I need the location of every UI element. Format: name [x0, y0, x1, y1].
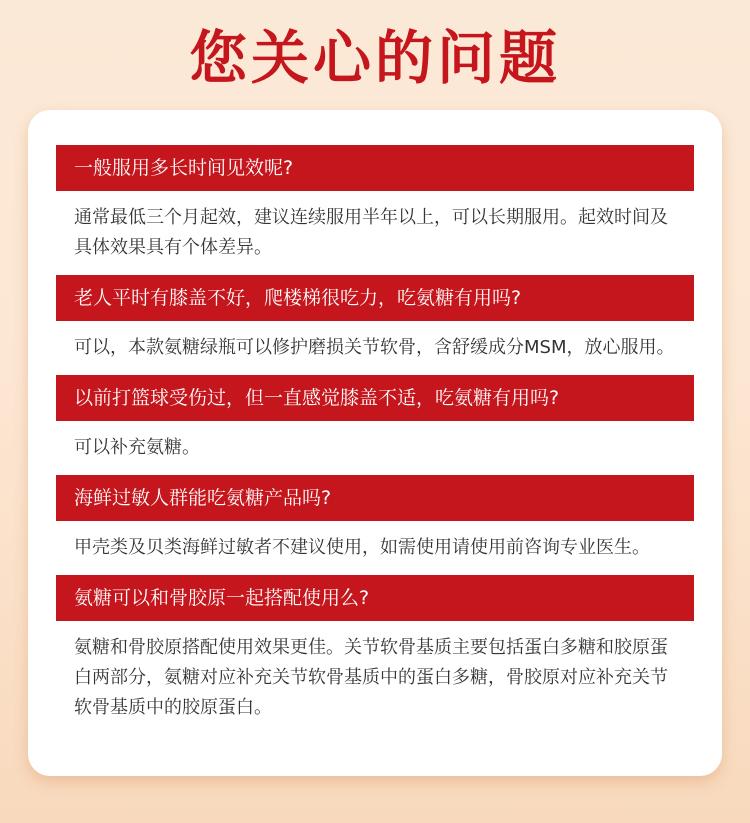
faq-answer: 可以补充氨糖。	[74, 437, 200, 458]
faq-answer: 可以，本款氨糖绿瓶可以修护磨损关节软骨，含舒缓成分MSM，放心服用。	[74, 337, 675, 358]
faq-item	[56, 475, 694, 575]
faq-question: 一般服用多长时间见效呢?	[56, 145, 694, 191]
page-title: 您关心的问题	[188, 24, 561, 92]
faq-question: 老人平时有膝盖不好，爬楼梯很吃力，吃氨糖有用吗?	[56, 275, 694, 321]
faq-answer: 氨糖和骨胶原搭配使用效果更佳。关节软骨基质主要包括蛋白多糖和胶原蛋白两部分，氨糖对应补充关节软骨基质中的蛋白多糖，骨胶原对应补充关节软骨基质中的胶原蛋白。	[74, 637, 668, 718]
faq-item	[56, 275, 694, 375]
faq-list	[56, 145, 694, 735]
faq-answer: 甲壳类及贝类海鲜过敏者不建议使用，如需使用请使用前咨询专业医生。	[74, 537, 650, 558]
faq-item	[56, 375, 694, 475]
faq-answer: 通常最低三个月起效，建议连续服用半年以上，可以长期服用。起效时间及具体效果具有个体差异。	[74, 207, 668, 258]
faq-question: 海鲜过敏人群能吃氨糖产品吗?	[56, 475, 694, 521]
faq-item	[56, 575, 694, 735]
faq-question: 以前打篮球受伤过，但一直感觉膝盖不适，吃氨糖有用吗?	[56, 375, 694, 421]
faq-question: 氨糖可以和骨胶原一起搭配使用么?	[56, 575, 694, 621]
faq-item	[56, 145, 694, 275]
